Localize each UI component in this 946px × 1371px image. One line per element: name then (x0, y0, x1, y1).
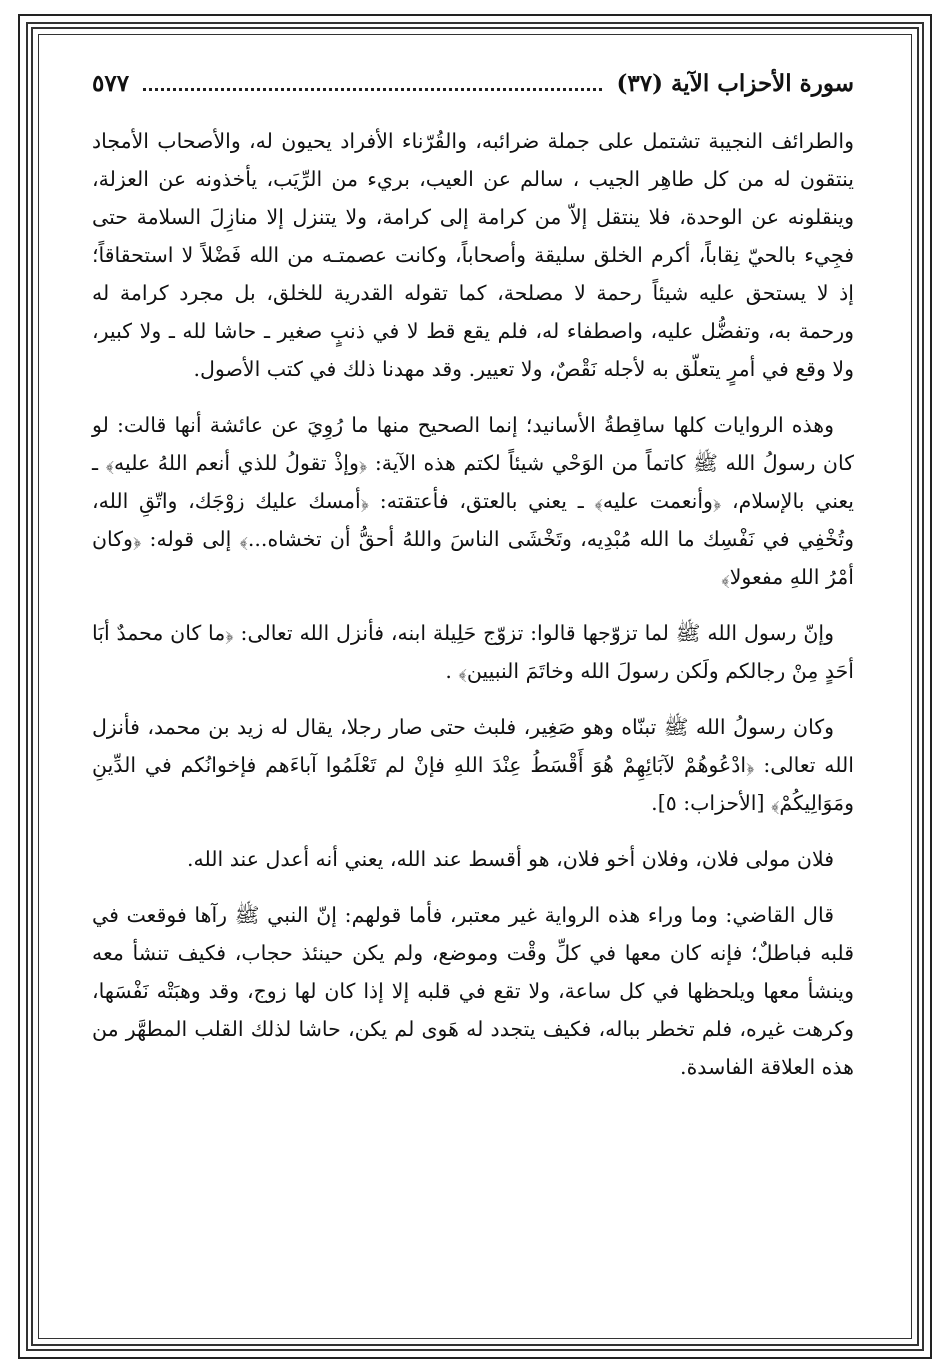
paragraph-5: فلان مولى فلان، وفلان أخو فلان، هو أقسط عند الله، يعني أنه أعدل عند الله. (187, 847, 834, 871)
paragraph-4: وكان رسولُ الله ﷺ تبنّاه وهو صَغِير، فلبث حتى صار رجلا، يقال له زيد بن محمد، فأنزل الله تعالى: ﴿ادْعُوهُمْ لآبَائِهِمْ هُوَ أَقْسَطُ عِنْدَ اللهِ فإنْ لم تَعْلَمُوا آباءَهم فإخوانُكم في الدِّينِ ومَوَالِيكُمْ﴾ [الأحزاب: ٥]. (92, 715, 854, 815)
paragraph-2: وهذه الروايات كلها ساقِطةُ الأسانيد؛ إنما الصحيح منها ما رُوِيَ عن عائشة أنها قالت: لو كان رسولُ الله ﷺ كاتماً من الوَحْي شيئاً لكتم هذه الآية: ﴿وإذْ تقولُ للذي أنعم اللهُ عليه﴾ ـ يعني بالإسلام، ﴿وأنعمت عليه﴾ ـ يعني بالعتق، فأعتقته: ﴿أمسك عليك زوْجَك، واتّقِ الله، وتُخْفِي في نَفْسِك ما الله مُبْدِيه، وتَخْشَى الناسَ واللهُ أحقُّ أن تخشاه...﴾ إلى قوله: ﴿وكان أمْرُ اللهِ مفعولا﴾ (92, 413, 854, 589)
chapter-title: سورة الأحزاب الآية (٣٧) (616, 70, 854, 97)
paragraph-3: وإنّ رسول الله ﷺ لما تزوّجها قالوا: تزوّج حَلِيلة ابنه، فأنزل الله تعالى: ﴿ما كان محمدٌ أبَا أحَدٍ مِنْ رجالكم ولَكن رسولَ الله وخاتَمَ النبيين﴾ . (92, 621, 854, 683)
page-content (92, 70, 854, 1104)
paragraph-1: والطرائف النجيبة تشتمل على جملة ضرائبه، والقُرّناء الأفراد يحيون له، والأصحاب الأمجاد ينتقون له من كل طاهِر الجيب ، سالم عن العيب، بريء من الرِّيَب، يأخذونه عن العزلة، وينقلونه عن الوحدة، فلا ينتقل إلاّ من كرامة إلى كرامة، ولا يتنزل إلا منازِلَ السلامة حتى فجِيء بالحيّ نِقاباً، أكرم الخلق سليقة وأصحاباً، وكانت عصمتـه من الله فَضْلاً لا استحقاقاً؛ إذ لا يستحق عليه شيئاً رحمة لا مصلحة، كما تقوله القدرية للخلق، بل مجرد كرامة له ورحمة به، وتفضُّل عليه، واصطفاء له، فلم يقع قط لا في ذنبٍ صغير ـ حاشا لله ـ ولا كبير، ولا وقع في أمرٍ يتعلّق به لأجله نَقْصٌ، ولا تعيير. وقد مهدنا ذلك في كتب الأصول. (92, 129, 854, 381)
header-dot-leader (143, 72, 602, 91)
running-header (92, 70, 854, 110)
page-number: ٥٧٧ (92, 70, 130, 97)
paragraph-6: قال القاضي: وما وراء هذه الرواية غير معتبر، فأما قولهم: إنّ النبي ﷺ رآها فوقعت في قلبه فباطلٌ؛ فإنه كان معها في كلِّ وقْت وموضع، ولم يكن حينئذ حجاب، فكيف تنشأ معه وينشأ معها ويلحظها في كل ساعة، ولا تقع في قلبه إلا إذا كان لها زوج، وقد وهبَتْه نَفْسَها، وكرهت غيره، فلم تخطر بباله، فكيف يتجدد له هَوى لم يكن، حاشا لذلك القلب المطهَّر من هذه العلاقة الفاسدة. (92, 903, 854, 1079)
